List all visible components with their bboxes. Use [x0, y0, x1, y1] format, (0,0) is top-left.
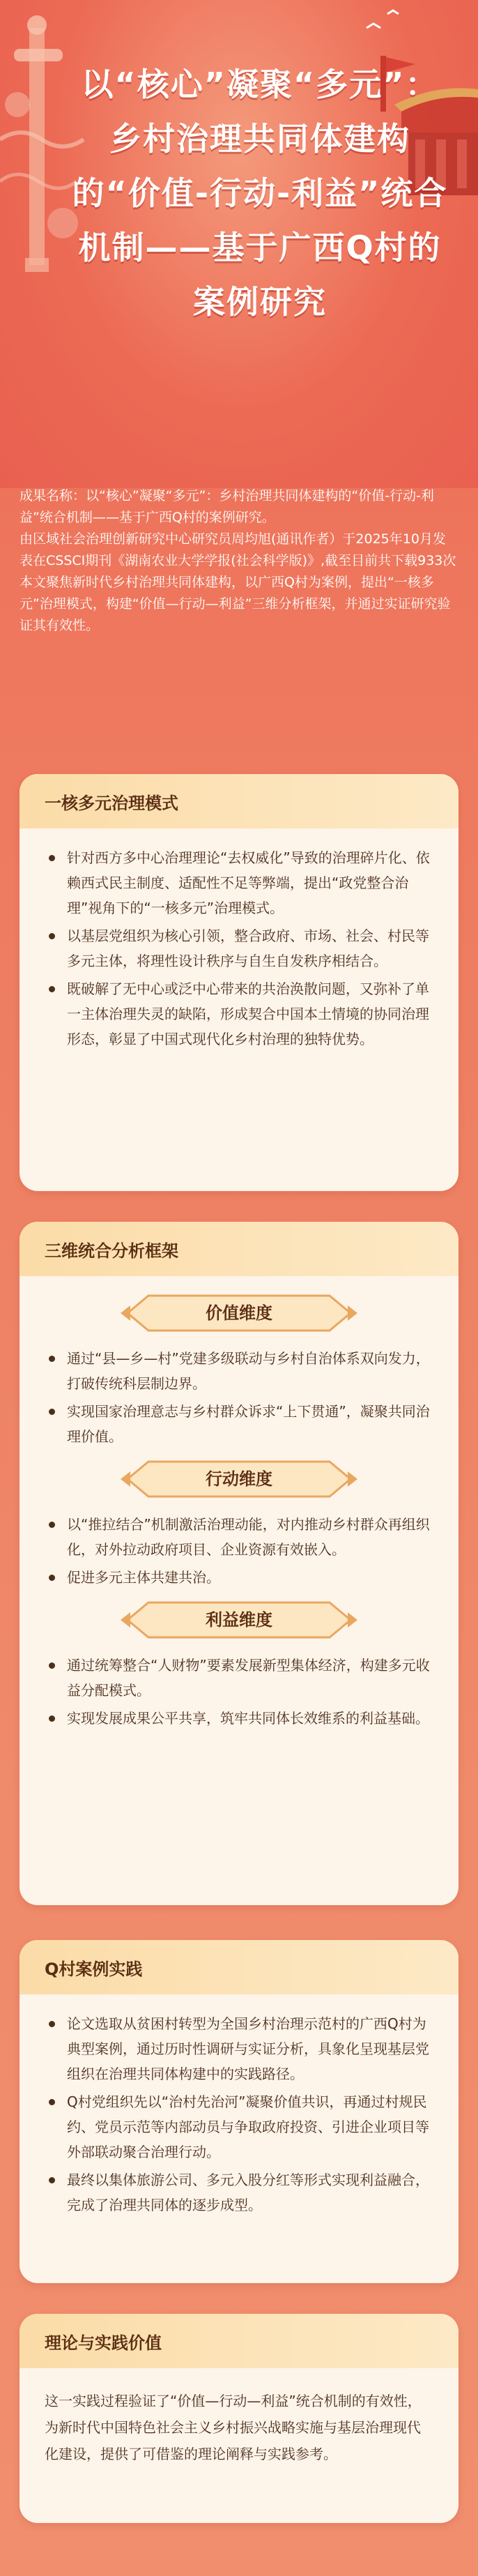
- intro-paragraph: 本文聚焦新时代乡村治理共同体建构，以广西Q村为案例，提出“一核多元”治理模式，构建“价值—行动—利益”三维分析框架，并通过实证研究验证其有效性。: [20, 575, 451, 633]
- subheading-label: 价值维度: [206, 1303, 272, 1323]
- list-item: 实现发展成果公平共享，筑牢共同体长效维系的利益基础。: [45, 1706, 433, 1731]
- list-item: 促进多元主体共建共治。: [45, 1565, 433, 1590]
- card-analysis-framework: [20, 1222, 458, 1905]
- bullet-list: [45, 1512, 433, 1590]
- intro-paragraph: 由区域社会治理创新研究中心研究员周均旭(通讯作者）于2025年10月发表在CSSCI期刊《湖南农业大学学报(社会科学版)》,截至目前共下载933次: [20, 531, 456, 568]
- list-item: 通过“县—乡—村”党建多级联动与乡村自治体系双向发力，打破传统科层制边界。: [45, 1346, 433, 1396]
- subheading-label: 行动维度: [206, 1469, 272, 1489]
- card-heading: 一核多元治理模式: [20, 774, 458, 828]
- bullet-list: [45, 1653, 433, 1731]
- list-item: 以基层党组织为核心引领，整合政府、市场、社会、村民等多元主体，将理性设计秩序与自生自发秩序相结合。: [45, 923, 433, 973]
- subheading-interest: [121, 1600, 357, 1640]
- list-item: 针对西方多中心治理理论“去权威化”导致的治理碎片化、依赖西式民主制度、适配性不足等弊端，提出“政党整合治理”视角下的“一核多元”治理模式。: [45, 845, 433, 920]
- list-item: 最终以集体旅游公司、多元入股分红等形式实现利益融合，完成了治理共同体的逐步成型。: [45, 2167, 433, 2218]
- list-item: 以“推拉结合”机制激活治理动能，对内推动乡村群众再组织化，对外拉动政府项目、企业资源有效嵌入。: [45, 1512, 433, 1562]
- card-body: [20, 1994, 458, 2237]
- intro-paragraph: 成果名称：以“核心”凝聚“多元”：乡村治理共同体建构的“价值-行动-利益”统合机制——基于广西Q村的案例研究。: [20, 488, 434, 525]
- page-title: 以“核心”凝聚“多元”：乡村治理共同体建构的“价值-行动-利益”统合机制——基于广西Q村的案例研究: [72, 66, 448, 321]
- subheading-label: 利益维度: [206, 1610, 272, 1630]
- list-item: 既破解了无中心或泛中心带来的共治涣散问题，又弥补了单一主体治理失灵的缺陷，形成契合中国本土情境的协同治理形态，彰显了中国式现代化乡村治理的独特优势。: [45, 976, 433, 1052]
- list-item: 通过统筹整合“人财物”要素发展新型集体经济，构建多元收益分配模式。: [45, 1653, 433, 1703]
- card-governance-model: [20, 774, 458, 1191]
- bullet-list: [45, 1346, 433, 1449]
- card-body: [20, 828, 458, 1071]
- list-item: 论文选取从贫困村转型为全国乡村治理示范村的广西Q村为典型案例，通过历时性调研与实证分析，具象化呈现基层党组织在治理共同体构建中的实践路径。: [45, 2011, 433, 2086]
- list-item: 实现国家治理意志与乡村群众诉求“上下贯通”，凝聚共同治理价值。: [45, 1399, 433, 1449]
- list-item: Q村党组织先以“治村先治河”凝聚价值共识，再通过村规民约、党员示范等内部动员与争取政府投资、引进企业项目等外部联动聚合治理行动。: [45, 2089, 433, 2165]
- card-case-practice: [20, 1940, 458, 2283]
- card-body: [20, 1276, 458, 1750]
- hero-banner: [0, 0, 478, 488]
- bullet-list: [45, 2011, 433, 2218]
- card-heading: 三维统合分析框架: [20, 1222, 458, 1276]
- intro-section: [20, 485, 458, 637]
- subheading-value: [121, 1293, 357, 1333]
- card-value: [20, 2314, 458, 2523]
- card-heading: 理论与实践价值: [20, 2314, 458, 2368]
- card-heading: Q村案例实践: [20, 1940, 458, 1994]
- conclusion-text: 这一实践过程验证了“价值—行动—利益”统合机制的有效性，为新时代中国特色社会主义乡村振兴战略实施与基层治理现代化建设，提供了可借鉴的理论阐释与实践参考。: [45, 2393, 422, 2462]
- bullet-list: [45, 845, 433, 1052]
- subheading-action: [121, 1459, 357, 1499]
